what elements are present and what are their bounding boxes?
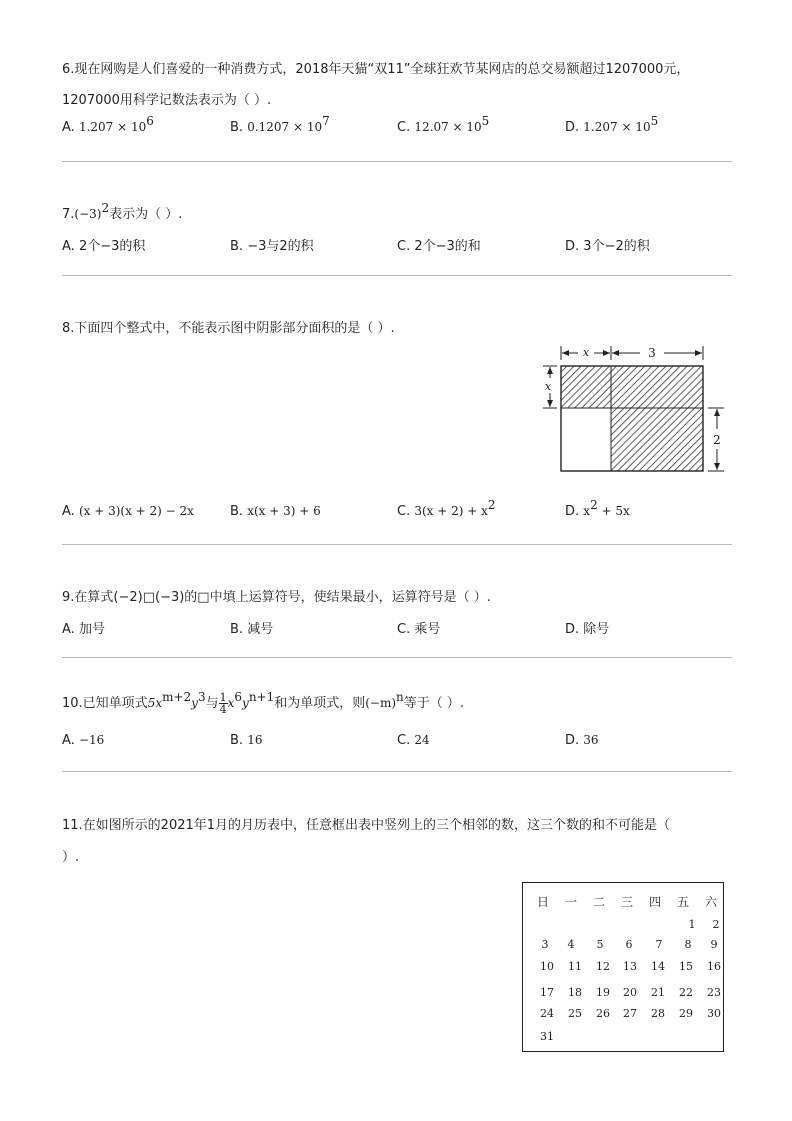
shaded-area-figure [540, 343, 730, 478]
calendar-day: 21 [651, 986, 665, 999]
q10-option-b[interactable]: B. 16 [230, 733, 263, 748]
calendar-day: 30 [707, 1007, 721, 1020]
calendar-day: 9 [710, 938, 718, 951]
calendar-header: 四 [648, 895, 661, 909]
calendar-day: 1 [688, 918, 696, 931]
calendar-day: 3 [541, 938, 549, 951]
calendar-day: 24 [540, 1007, 554, 1020]
calendar-day: 15 [679, 960, 693, 973]
calendar-day: 22 [679, 986, 693, 999]
q8-option-c[interactable]: C. $3(x + 2) + x^2$ [397, 498, 496, 519]
q7-stem: $7.(-3)^2$表示为（ ）. [62, 201, 183, 222]
calendar-day: 4 [567, 938, 575, 951]
q7-option-d[interactable]: D. 3个−2的积 [565, 239, 650, 254]
shaded-rect-bottom [611, 408, 703, 471]
q9-option-d[interactable]: D. 除号 [565, 622, 610, 637]
q7-option-b[interactable]: B. −3与2的积 [230, 239, 314, 254]
shaded-rect-top [611, 366, 703, 408]
calendar-header: 二 [592, 895, 605, 909]
q8-option-d[interactable]: D. $x^2 + 5x$ [565, 498, 630, 519]
calendar-day: 16 [707, 960, 721, 973]
calendar-header: 三 [620, 895, 633, 909]
dim-top-3: 3 [648, 346, 656, 360]
calendar-day: 11 [568, 960, 582, 973]
q6-stem-line2: 1207000用科学记数法表示为（ ）. [62, 93, 272, 108]
q8-option-a[interactable]: A. (x + 3)(x + 2) − 2x [62, 504, 194, 519]
fraction-one-quarter: $\frac{1}{4}$ [219, 691, 227, 716]
calendar-header: 一 [564, 895, 577, 909]
calendar-day: 31 [540, 1030, 554, 1043]
divider [62, 161, 732, 162]
calendar-day: 23 [707, 986, 721, 999]
calendar-day: 13 [623, 960, 637, 973]
calendar-day: 7 [655, 938, 663, 951]
q6-option-d[interactable]: D. $1.207 \times 10^5$ [565, 114, 659, 135]
q11-stem-line2: ）. [62, 850, 80, 865]
q10-option-c[interactable]: C. 24 [397, 733, 430, 748]
dim-left-x: x [544, 380, 552, 393]
q6-stem-line1: 6.现在网购是人们喜爱的一种消费方式，2018年天猫“双11”全球狂欢节某网店的总交易额超过1207000元， [62, 62, 690, 77]
calendar-day: 19 [596, 986, 610, 999]
calendar-day: 6 [625, 938, 633, 951]
divider [62, 771, 732, 772]
dim-right-2: 2 [713, 433, 721, 447]
calendar-day: 5 [596, 938, 604, 951]
q8-stem: 8.下面四个整式中，不能表示图中阴影部分面积的是（ ）. [62, 321, 395, 336]
calendar-day: 25 [568, 1007, 582, 1020]
q9-stem: 9.在算式(−2)□(−3)的□中填上运算符号，使结果最小，运算符号是（ ）. [62, 590, 491, 605]
calendar-header: 六 [704, 895, 717, 909]
calendar-day: 14 [651, 960, 665, 973]
q10-option-a[interactable]: A. −16 [62, 733, 105, 748]
q9-option-a[interactable]: A. 加号 [62, 622, 105, 637]
calendar-header: 五 [676, 895, 689, 909]
unshaded-rect [561, 408, 611, 471]
q11-stem-line1: 11.在如图所示的2021年1月的月历表中，任意框出表中竖列上的三个相邻的数，这三个数的和不可能是（ [62, 818, 671, 833]
calendar-header: 日 [536, 895, 549, 909]
q9-option-c[interactable]: C. 乘号 [397, 622, 441, 637]
calendar-day: 8 [684, 938, 692, 951]
q10-option-d[interactable]: D. 36 [565, 733, 599, 748]
calendar-day: 28 [651, 1007, 665, 1020]
divider [62, 657, 732, 658]
calendar-day: 12 [596, 960, 610, 973]
divider [62, 275, 732, 276]
calendar-day: 10 [540, 960, 554, 973]
q7-option-c[interactable]: C. 2个−3的和 [397, 239, 481, 254]
calendar-day: 29 [679, 1007, 693, 1020]
calendar-day: 17 [540, 986, 554, 999]
q10-stem: 10.已知单项式$5x^{m+2}y^3$与 $\frac{1}{4}$ $x^6y^{n+1}$和为单项式，则$(-m)^n$等于（ ）. [62, 690, 465, 716]
q8-option-b[interactable]: B. x(x + 3) + 6 [230, 504, 321, 519]
calendar-table [522, 882, 724, 1052]
q9-option-b[interactable]: B. 减号 [230, 622, 274, 637]
calendar-day: 2 [712, 918, 720, 931]
q6-option-b[interactable]: B. $0.1207 \times 10^7$ [230, 114, 330, 135]
calendar-day: 18 [568, 986, 582, 999]
q6-option-c[interactable]: C. $12.07 \times 10^5$ [397, 114, 490, 135]
divider [62, 544, 732, 545]
calendar-day: 27 [623, 1007, 637, 1020]
q7-option-a[interactable]: A. 2个−3的积 [62, 239, 146, 254]
shaded-square-x [561, 366, 611, 408]
dim-top-x: x [582, 346, 590, 359]
q6-option-a[interactable]: A. $1.207 \times 10^6$ [62, 114, 154, 135]
calendar-day: 26 [596, 1007, 610, 1020]
calendar-day: 20 [623, 986, 637, 999]
